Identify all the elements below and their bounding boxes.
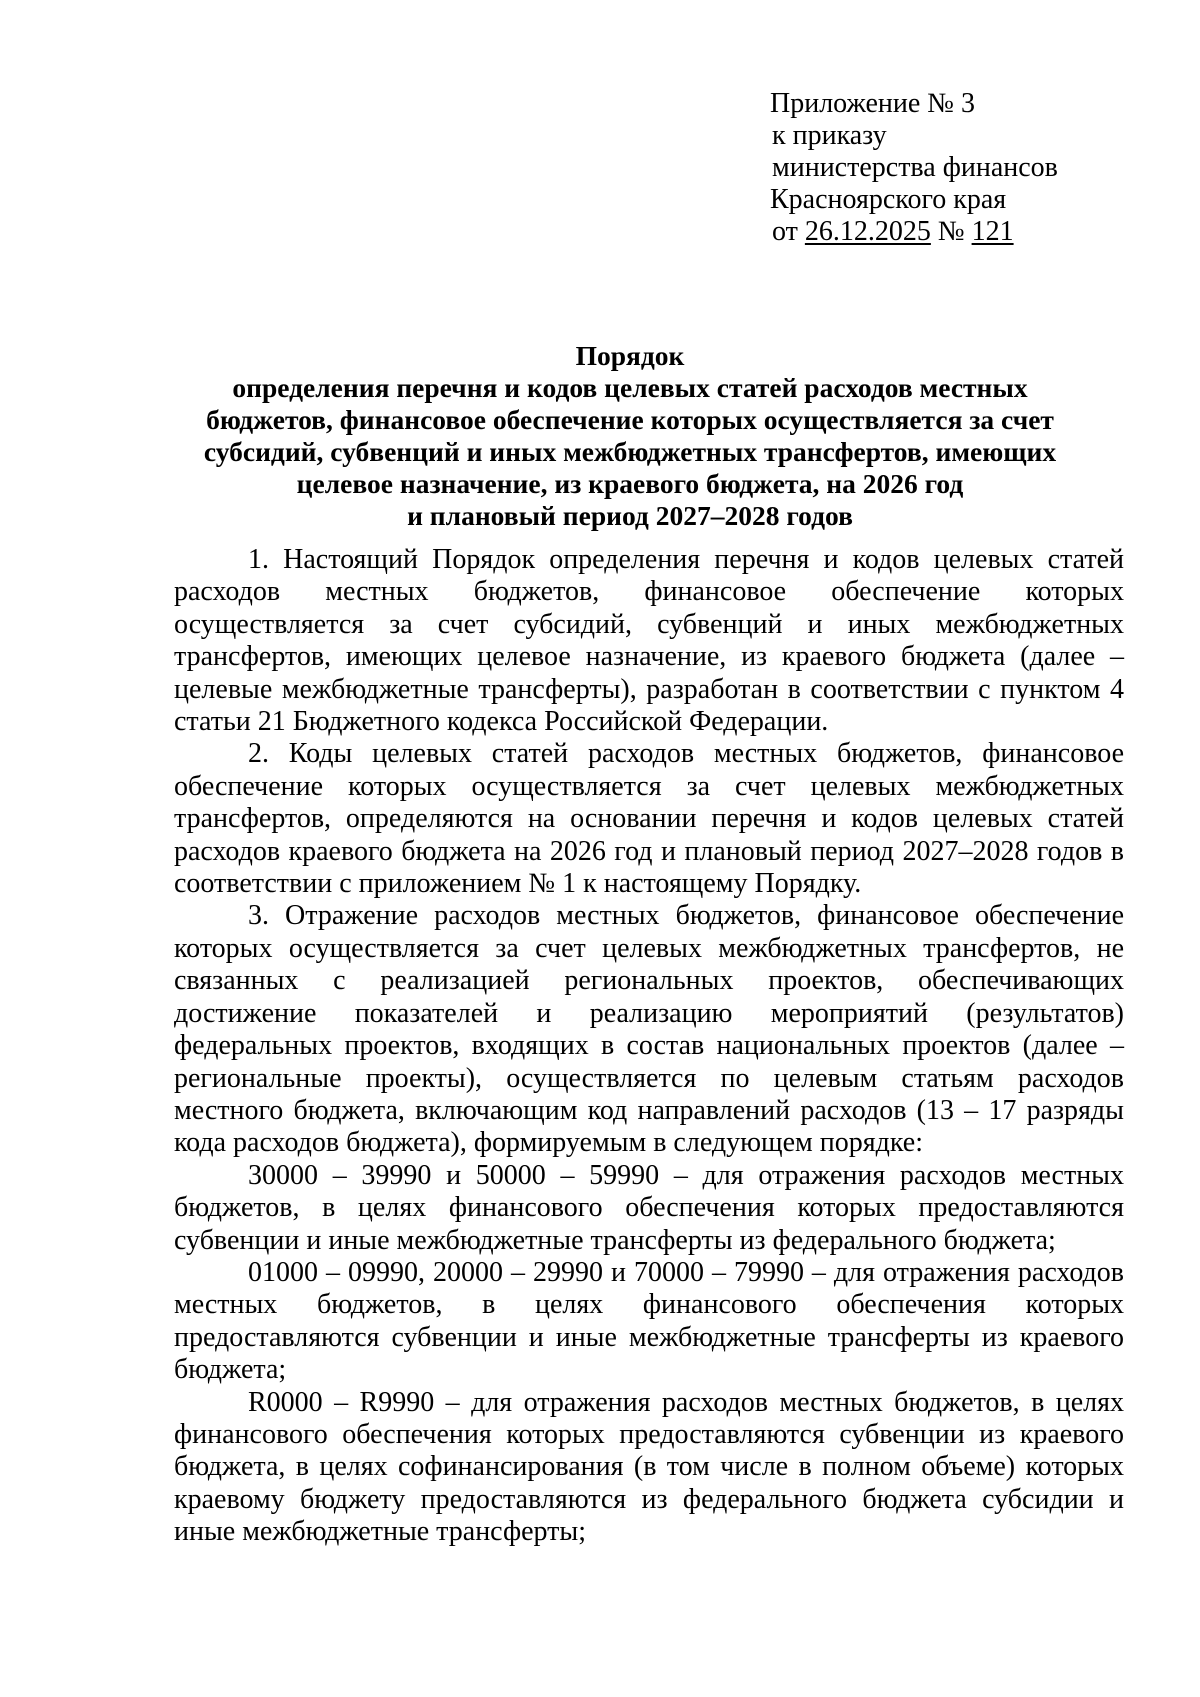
date-prefix: от [772,216,805,247]
paragraph-code-range-regional: 01000 – 09990, 20000 – 29990 и 70000 – 79990 – для отражения расходов местных бюджетов, в целях финансового обеспечения которых предоставляются субвенции и иные межбюджетные трансферты из краевого бюджета; [174,1256,1124,1386]
title-line-4: субсидий, субвенций и иных межбюджетных трансфертов, имеющих [203,436,1057,467]
title-line-3: бюджетов, финансовое обеспечение которых осуществляется за счет [206,404,1054,435]
appendix-header [770,88,1058,248]
title-line-6: и плановый период 2027–2028 годов [407,500,853,531]
appendix-line-4: Красноярского края [770,184,1007,215]
appendix-line-3: министерства финансов [772,152,1058,183]
order-date: 26.12.2025 [804,216,931,247]
document-title [160,340,1100,532]
paragraph-code-range-federal: 30000 – 39990 и 50000 – 59990 – для отражения расходов местных бюджетов, в целях финансового обеспечения которых предоставляются субвенции и иные межбюджетные трансферты из федерального бюджета; [174,1159,1124,1256]
appendix-line-2: к приказу [772,120,887,151]
appendix-date-line [770,216,1058,248]
order-number: 121 [971,216,1014,247]
paragraph-code-range-cofinancing: R0000 – R9990 – для отражения расходов местных бюджетов, в целях финансового обеспечения которых предоставляются субвенции из краевого бюджета, в целях софинансирования (в том числе в полном объеме) которых краевому бюджету предоставляются из федерального бюджета субсидии и иные межбюджетные трансферты; [174,1386,1124,1548]
paragraph-2: 2. Коды целевых статей расходов местных бюджетов, финансовое обеспечение которых осуществляется за счет целевых межбюджетных трансфертов, определяются на основании перечня и кодов целевых статей расходов краевого бюджета на 2026 год и плановый период 2027–2028 годов в соответствии с приложением № 1 к настоящему Порядку. [174,738,1124,900]
title-line-1: Порядок [575,340,685,371]
paragraph-1: 1. Настоящий Порядок определения перечня и кодов целевых статей расходов местных бюджетов, финансовое обеспечение которых осуществляется за счет субсидий, субвенций и иных межбюджетных трансфертов, имеющих целевое назначение, из краевого бюджета (далее – целевые межбюджетные трансферты), разработан в соответствии с пунктом 4 статьи 21 Бюджетного кодекса Российской Федерации. [174,544,1124,738]
paragraph-3: 3. Отражение расходов местных бюджетов, финансовое обеспечение которых осуществляется за счет целевых межбюджетных трансфертов, не связанных с реализацией региональных проектов, обеспечивающих достижение показателей и реализацию мероприятий (результатов) федеральных проектов, входящих в состав национальных проектов (далее – региональные проекты), осуществляется по целевым статьям расходов местного бюджета, включающим код направлений расходов (13 – 17 разряды кода расходов бюджета), формируемым в следующем порядке: [174,900,1124,1159]
title-line-5: целевое назначение, из краевого бюджета, на 2026 год [296,468,964,499]
title-line-2: определения перечня и кодов целевых статей расходов местных [232,372,1028,403]
document-body [174,544,1124,1549]
number-prefix: № [930,216,972,247]
appendix-line-1: Приложение № 3 [770,88,975,119]
